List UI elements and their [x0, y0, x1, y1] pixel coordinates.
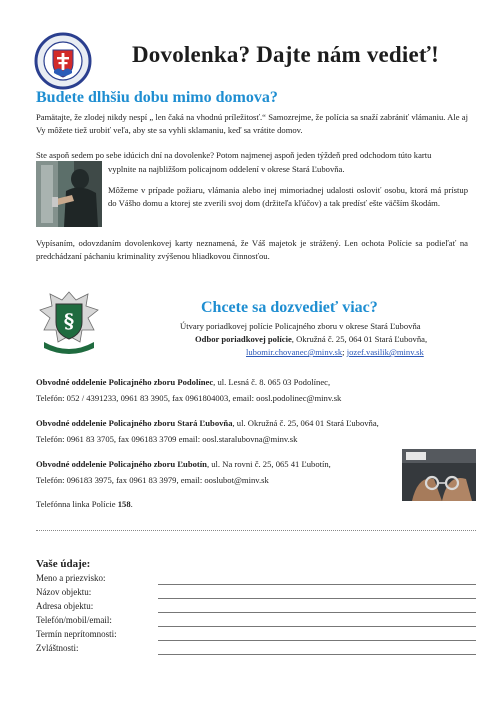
form-label-notes: Zvláštnosti:: [36, 643, 79, 653]
contact-field[interactable]: [158, 626, 476, 627]
name-field[interactable]: [158, 584, 476, 585]
intro-paragraph-4: Vypísaním, odovzdaním dovolenkovej karty neznamená, že Váš majetok je strážený. Len ochota Polície sa podieľať na predchádzaní páchaniu kriminality zvýšenou hliadkovou činnosťou.: [36, 238, 468, 262]
form-label-absence-term: Termín neprítomnosti:: [36, 629, 117, 639]
office-lubotin: [36, 456, 331, 488]
intro-paragraph-3: Môžeme v prípade požiaru, vlámania alebo inej mimoriadnej udalosti osloviť osobu, ktorá má prístup do Vášho domu a ktorej ste zverili svoj dom (držiteľa kľúčov) a tak predísť ešte väčším škodám.: [108, 185, 468, 209]
form-row-absence-term: [36, 629, 476, 643]
intro-paragraph-2-line-2: vyplnite na najbližšom policajnom oddelení v okrese Stará Ľubovňa.: [108, 164, 345, 174]
contact-heading: Chcete sa dozvedieť viac?: [201, 299, 378, 316]
department-address: , Okružná č. 25, 064 01 Stará Ľubovňa,: [291, 334, 428, 344]
notes-field[interactable]: [158, 654, 476, 655]
cut-line-divider: [36, 530, 476, 531]
form-label-object-name: Názov objektu:: [36, 587, 92, 597]
office-phones: Telefón: 096183 3975, fax 0961 83 3979, email: ooslubot@minv.sk: [36, 475, 269, 485]
form-row-contact: [36, 615, 476, 629]
svg-text:§: §: [63, 309, 75, 333]
office-name: Obvodné oddelenie Policajného zboru Ľubotín: [36, 459, 207, 469]
intro-paragraph-1: Pamätajte, že zlodej nikdy nespí „ len čaká na vhodnú príležitosť.“ Samozrejme, že polícia sa snaží zabrániť vlámaniu. Ale aj Vy môžete tiež urobiť veľa, aby ste sa vyhli sklamaniu, keď sa vrátite domov.: [36, 112, 468, 136]
form-label-contact: Telefón/mobil/email:: [36, 615, 112, 625]
office-phones: Telefón: 0961 83 3705, fax 096183 3709 email: oosl.staralubovna@minv.sk: [36, 434, 298, 444]
police-emblem-icon: [36, 290, 102, 360]
office-header: [36, 415, 379, 431]
office-phones: Telefón: 052 / 4391233, 0961 83 3905, fax 0961804003, email: oosl.podolinec@minv.sk: [36, 393, 342, 403]
email-separator: ;: [342, 347, 347, 357]
object-name-field[interactable]: [158, 598, 476, 599]
intro-heading: Budete dlhšiu dobu mimo domova?: [36, 89, 278, 106]
office-name: Obvodné oddelenie Policajného zboru Stará Ľubovňa: [36, 418, 233, 428]
burglar-photo: [36, 161, 102, 227]
contact-department-line: [195, 333, 427, 345]
handcuffs-photo: [402, 449, 476, 501]
object-address-field[interactable]: [158, 612, 476, 613]
intro-paragraph-2-line-1: Ste aspoň sedem po sebe idúcich dní na dovolenke? Potom najmenej aspoň jeden týždeň pred odchodom túto kartu: [36, 150, 432, 160]
form-row-object-address: [36, 601, 476, 615]
office-address: , ul. Okružná č. 25, 064 01 Stará Ľubovňa,: [232, 418, 379, 428]
contact-units-line: Útvary poriadkovej polície Policajného zboru v okrese Stará Ľubovňa: [180, 321, 421, 331]
office-header: [36, 374, 341, 390]
form-row-name: [36, 573, 476, 587]
office-stara-lubovna: [36, 415, 379, 447]
contact-emails-line: [246, 346, 424, 358]
department-name: Odbor poriadkovej polície: [195, 334, 292, 344]
form-row-object-name: [36, 587, 476, 601]
absence-term-field[interactable]: [158, 640, 476, 641]
form-label-object-address: Adresa objektu:: [36, 601, 94, 611]
page-title: Dovolenka? Dajte nám vedieť!: [132, 42, 439, 67]
email-link-chovanec[interactable]: lubomir.chovanec@minv.sk: [246, 347, 343, 357]
email-link-vasilik[interactable]: jozef.vasilik@minv.sk: [346, 347, 424, 357]
office-address: , ul. Na rovni č. 25, 065 41 Ľubotín,: [206, 459, 331, 469]
office-name: Obvodné oddelenie Policajného zboru Podolínec: [36, 377, 214, 387]
form-row-notes: [36, 643, 476, 657]
hotline-number: 158: [117, 499, 131, 509]
office-header: [36, 456, 331, 472]
hotline-label: Telefónna linka Polície: [36, 499, 118, 509]
form-label-name: Meno a priezvisko:: [36, 573, 106, 583]
police-hotline: [36, 499, 133, 509]
hotline-period: .: [130, 499, 133, 509]
form-heading: Vaše údaje:: [36, 558, 91, 570]
office-podolinec: [36, 374, 341, 406]
police-seal-icon: [34, 32, 92, 90]
office-address: , ul. Lesná č. 8. 065 03 Podolínec,: [213, 377, 331, 387]
